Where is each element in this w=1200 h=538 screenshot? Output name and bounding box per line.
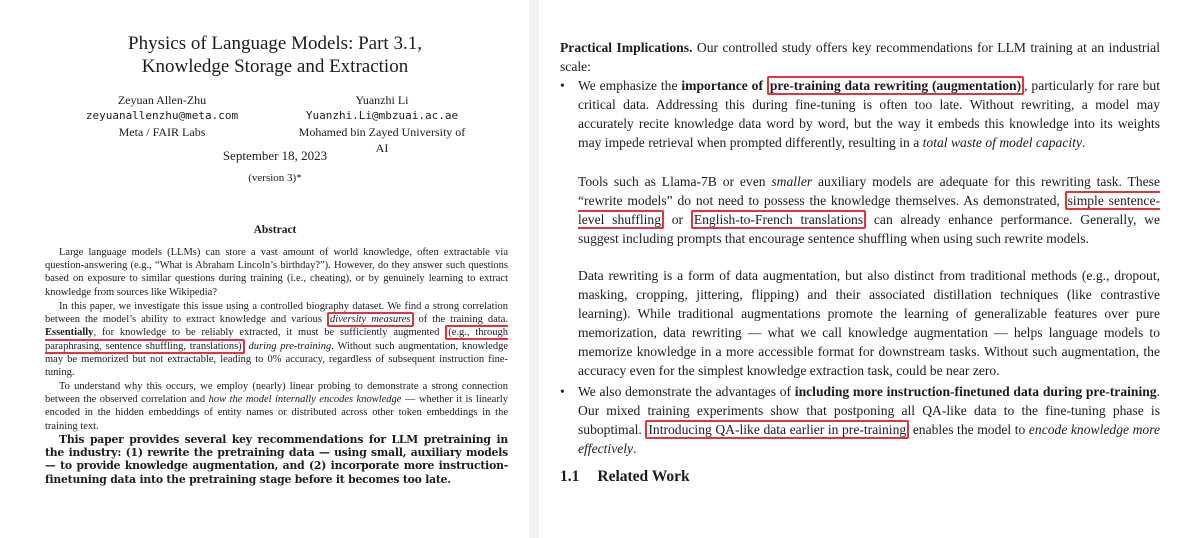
abstract-paragraph-3 xyxy=(45,380,508,433)
text-run: — whether it is linearly encoded in the hidden embeddings of entity names or distributed across other token embeddings in the training text. xyxy=(45,394,508,432)
highlight-augmentation-examples: (e.g., through paraphrasing, sentence shuffling, translations) xyxy=(45,327,508,352)
text-run: , particularly for rare but critical data. Addressing this during fine-tuning is often too late. Without rewriting, a model may accurately recite knowledge data word by word, but the way it embeds this knowledge into its weights may impede retrieval when prompted differently, resulting in a xyxy=(578,78,1160,150)
page-divider xyxy=(529,0,539,538)
author-affiliation: Mohamed bin Zayed University of AI xyxy=(298,125,466,155)
practical-implications-intro xyxy=(560,38,1160,76)
abstract-paragraph-2 xyxy=(45,300,508,379)
sub-content xyxy=(560,172,1160,248)
text-run: . xyxy=(633,441,637,456)
text-run: Tools such as Llama-7B or even xyxy=(578,174,772,189)
bold-run: importance of xyxy=(681,78,767,93)
text-run: auxiliary models are adequate for this rewriting task. These “rewrite models” do not need to possess the knowledge themselves. As demonstrated, xyxy=(578,174,1160,208)
author-name: Zeyuan Allen-Zhu xyxy=(117,93,207,107)
text-run: Our controlled study offers key recommendations for LLM training at an industrial scale: xyxy=(560,40,1160,74)
bullet-1-subparagraph-1 xyxy=(560,172,1160,248)
paper-title xyxy=(40,32,510,78)
text-run: To understand why this occurs, we employ (nearly) linear probing to demonstrate a strong connection between the observed correlation and xyxy=(45,381,508,406)
italic-run: during pre-training xyxy=(244,340,332,352)
text-run: We emphasize the xyxy=(578,78,682,93)
author-block-2 xyxy=(292,92,472,156)
text-run: In this paper, we investigate this issue using a controlled biography dataset. We find a strong correlation between the model’s ability to extract knowledge and various xyxy=(45,301,508,326)
author-name: Yuanzhi Li xyxy=(355,93,409,107)
sub-content: Data rewriting is a form of data augmentation, but also distinct from traditional methods (e.g., dropout, masking, cropping, jittering, flipping) and their associated distillation techniques (like contrastive learning). While traditional augmentations promote the learning of generalizable features over pure memorization, data rewriting — what we call knowledge augmentation — helps language models to memorize knowledge in a more accessible format for downstream tasks. Without such augmentation, the accuracy even for the simplest knowledge extraction task, could be near zero. xyxy=(578,268,1160,378)
abstract-heading: Abstract xyxy=(253,224,297,236)
italic-run: encode knowledge more effectively xyxy=(578,422,1161,456)
highlight-qa-data-earlier: Introducing QA-like data earlier in pre-training xyxy=(645,420,909,439)
bullet-1-subparagraph-2 xyxy=(560,266,1160,380)
abstract-text: Large language models (LLMs) can store a vast amount of world knowledge, often extractable via question-answering (e.g., “What is Abraham Lincoln’s birthday?”). However, do they answer such questions based on exposure to similar questions during training (i.e., cheating), or by genuinely learning to extract knowledge from sources like Wikipedia? xyxy=(45,247,508,298)
abstract-text xyxy=(45,380,508,433)
italic-run: smaller xyxy=(771,174,813,189)
text-run: . Without such augmentation, knowledge may be memorized but not extractable, leading to 0% accuracy, regardless of subsequent instruction fine-tuning. xyxy=(45,340,508,379)
bullet-item-1 xyxy=(560,76,1160,152)
text-run: enables the model to xyxy=(909,422,1029,437)
abstract-text xyxy=(45,300,508,379)
text-run: . xyxy=(1081,135,1086,150)
italic-run: how the model internally encodes knowledge xyxy=(208,394,402,406)
bold-run: Essentially xyxy=(45,327,94,339)
abstract-paragraph-1 xyxy=(45,246,508,299)
highlight-diversity-measures: diversity measures xyxy=(327,312,413,327)
author-block-1 xyxy=(62,92,262,140)
section-title: Related Work xyxy=(597,468,690,485)
abstract-key-recommendations xyxy=(45,433,508,486)
section-number: 1.1 xyxy=(560,468,580,485)
paper-date: September 18, 2023 xyxy=(222,148,328,163)
paper-left-panel xyxy=(0,0,528,538)
highlight-sentence-shuffling: simple sentence-level shuffling xyxy=(578,193,1161,227)
bullet-content xyxy=(560,76,1160,152)
bullet-item-2 xyxy=(560,382,1160,458)
highlight-french-translations: English-to-French translations xyxy=(691,210,866,229)
title-line-1: Physics of Language Models: Part 3.1, xyxy=(128,33,422,54)
highlight-pretraining-rewriting: pre-training data rewriting (augmentation) xyxy=(767,76,1024,95)
author-email: Yuanzhi.Li@mbzuai.ac.ae xyxy=(305,109,459,122)
text-run: . Our mixed training experiments show that postponing all QA-like data to the fine-tuning phase is suboptimal. xyxy=(578,384,1160,437)
italic-run: total waste of model capacity xyxy=(922,135,1082,150)
bullet-icon: • xyxy=(560,384,565,399)
author-affiliation: Meta / FAIR Labs xyxy=(118,125,206,139)
section-heading-related-work xyxy=(560,468,690,486)
author-email: zeyuanallenzhu@meta.com xyxy=(85,109,239,122)
text-run: of the training data. xyxy=(413,314,508,326)
paragraph-heading: Practical Implications. xyxy=(560,40,693,55)
bullet-icon: • xyxy=(560,78,565,93)
text-run: , for knowledge to be reliably extracted, it must be sufficiently augmented xyxy=(93,327,446,339)
paper-right-panel xyxy=(540,0,1200,538)
text-run: can already enhance performance. Generally, we suggest including prompts that encourage sentence shuffling when using such rewrite models. xyxy=(578,212,1161,246)
title-line-2: Knowledge Storage and Extraction xyxy=(141,56,409,77)
bullet-content xyxy=(560,382,1160,458)
bold-run: including more instruction-finetuned data during pre-training xyxy=(794,384,1157,399)
paper-version: (version 3)* xyxy=(248,172,302,184)
text-run: We also demonstrate the advantages of xyxy=(578,384,795,399)
abstract-bold-text: This paper provides several key recommendations for LLM pretraining in the industry: (1) rewrite the pretraining data — using small, auxiliary models — to provide knowledge augmentation, and (2) incorporate more instruction-finetuning data into the pretraining stage before it becomes too late. xyxy=(45,433,508,486)
text-run: or xyxy=(664,212,691,227)
